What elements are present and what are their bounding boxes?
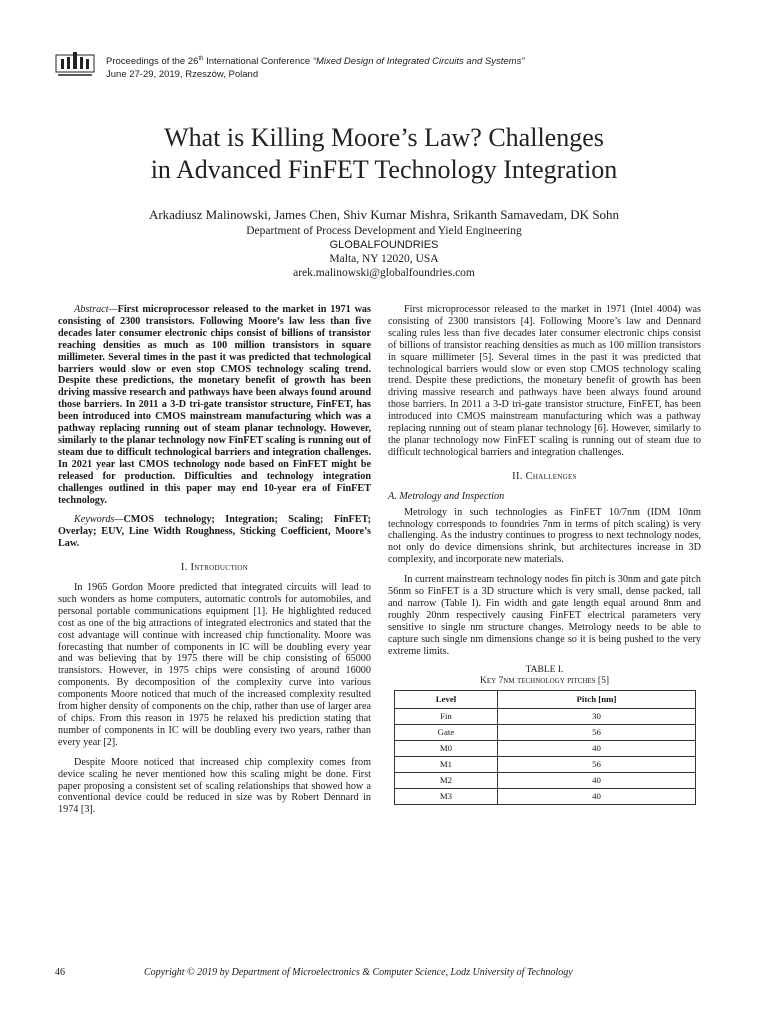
paper-title: What is Killing Moore’s Law? Challenges in Advanced FinFET Technology Integration [150,123,618,184]
section-heading-introduction: I. Introduction [180,562,249,574]
abstract: Abstract—First microprocessor released to the market in 1971 was consisting of 2300 transistors. Following Moore’s law less than five decades later consumer electronic chips consist of billions of transistor reaching densities as much as 100 million transistors in square millimeter. Several times in the past it was predicted that technological barriers would slow or even stop CMOS technology scaling trend. Despite these predictions, the monetary benefit of growth has been driving massive research and pathways have been always found around those barriers. In 2011 a 3-D tri-gate transistor structure, FinFET, has been introduced into CMOS mainstream manufacturing which was a pathway replacing running out of steam planar technology. However, similarly to the planar technology now FinFET scaling is running out of steam due to difficult technological barriers and integration challenges. In 2021 year last CMOS technology node based on FinFET might be released for production. Difficulties and technology integration challenges outlined in this paper may end 10-year era of FinFET technology. [58,304,371,506]
table-cell: M2 [394,773,498,789]
conference-line-1: Proceedings of the 26th International Conference “Mixed Design of Integrated Circuits and Systems” [106,56,525,68]
table-cell: M1 [394,757,498,773]
table-cell: M0 [394,741,498,757]
left-column [58,304,371,824]
city: Malta, NY 12020, USA [329,253,439,265]
table-row [394,741,695,757]
table-cell: 40 [498,773,695,789]
table-row [394,789,695,805]
organization: GLOBALFOUNDRIES [329,239,439,251]
right-paragraph-1: First microprocessor released to the market in 1971 (Intel 4004) was consisting of 2300 transistors [4]. Following Moore’s law and Dennard scaling rules less than five decades later consumer electronic chips consist of billions of transistor reaching densities as much as 100 million transistors in square millimeter [5]. Several times in the past it was predicted that technological barriers would slow or even stop CMOS technology scaling trend. Despite these predictions, the monetary benefit of growth has been driving massive research and pathways have been always found around those barriers. In 2011 a 3-D tri-gate transistor structure, FinFET, has been introduced into CMOS mainstream manufacturing which was a pathway replacing running out of steam planar technology [6]. However, similarly to the planar technology now FinFET scaling is running out of steam due to difficult technological barriers and integration challenges. [388,304,701,458]
subsection-heading-metrology: A. Metrology and Inspection [388,490,505,502]
metrology-paragraph-2: In current mainstream technology nodes fin pitch is 30nm and gate pitch 56nm so FinFET is a 3D structure which is very small, dense packed, tall and narrow (Table I). Fin width and gate length equal around 8nm and roughly 20nm respectively causing FinFET electrical parameters very sensitive to single nm structure changes. Metrology needs to be able to capture such single nm dimensions change so it is being pushed to the very extreme limits. [388,574,701,657]
table-header-cell: Pitch [nm] [498,691,695,709]
table-cell: 56 [498,757,695,773]
department: Department of Process Development and Yield Engineering [246,225,522,237]
table-cell: 30 [498,709,695,725]
intro-paragraph-2: Despite Moore noticed that increased chip complexity comes from device scaling he never mentioned how this scaling might be done. First paper proposing a consistent set of scaling relationships that showed how a conventional device could be reduced in size was by Robert Dennard in 1974 [3]. [58,756,371,816]
keywords: Keywords—CMOS technology; Integration; Scaling; FinFET; Overlay; EUV, Line Width Roughness, Sticking Coefficient, Moore’s Law. [58,514,371,550]
table-cell: M3 [394,789,498,805]
table-cell: 40 [498,741,695,757]
table-cell: Fin [394,709,498,725]
table-header-cell: Level [394,691,498,709]
table-cell: Gate [394,725,498,741]
table-cell: 56 [498,725,695,741]
page-footer [55,967,573,978]
copyright-notice: Copyright © 2019 by Department of Microelectronics & Computer Science, Lodz University of Technology [144,967,573,978]
email: arek.malinowski@globalfoundries.com [293,267,475,279]
table-row [394,757,695,773]
conference-line-2: June 27-29, 2019, Rzeszów, Poland [106,69,259,81]
table-caption: TABLE I. Key 7nm technology pitches [5] [479,665,610,687]
table-row [394,773,695,789]
metrology-paragraph-1: Metrology in such technologies as FinFET 10/7nm (IDM 10nm technology corresponds to foundries 7nm in terms of pitch scaling) is very challenging. As the industry continues to progress to next technology nodes, not only do device dimensions shrink, but architectures increase in 3D complexity, and incorporate new materials. [388,506,701,566]
right-column [388,304,701,805]
section-heading-challenges: II. Challenges [512,470,577,482]
table-row [394,709,695,725]
page-number: 46 [55,967,65,978]
conference-header [106,53,525,81]
author-list: Arkadiusz Malinowski, James Chen, Shiv Kumar Mishra, Srikanth Samavedam, DK Sohn [148,207,620,222]
affiliation [0,224,768,280]
conference-logo-icon [55,49,95,79]
pitch-table [394,690,696,805]
table-cell: 40 [498,789,695,805]
table-row [394,725,695,741]
intro-paragraph-1: In 1965 Gordon Moore predicted that integrated circuits will lead to such wonders as home computers, automatic controls for automobiles, and personal portable communications equipment [1]. He highlighted reduced cost as one of the big attractions of integrated electronics and stated that the cost advantage will continue with increased chip functionality. Moore was forecasting that number of components in IC will be doubling every year and was believing that by 1975 there will be chip consisting of 65000 transistors. However, in 1975 chips were consisting of around 16000 components. By decomposition of the complexity curve into various components Moore noticed that much of the increased complexity resulted from higher density of components on the chip, rather than use of larger area of chips. From this reason in 1975 he relaxed his prediction stating that number of components in IC will be doubling every two years, rather than every year [2]. [58,582,371,748]
table-header-row [394,691,695,709]
